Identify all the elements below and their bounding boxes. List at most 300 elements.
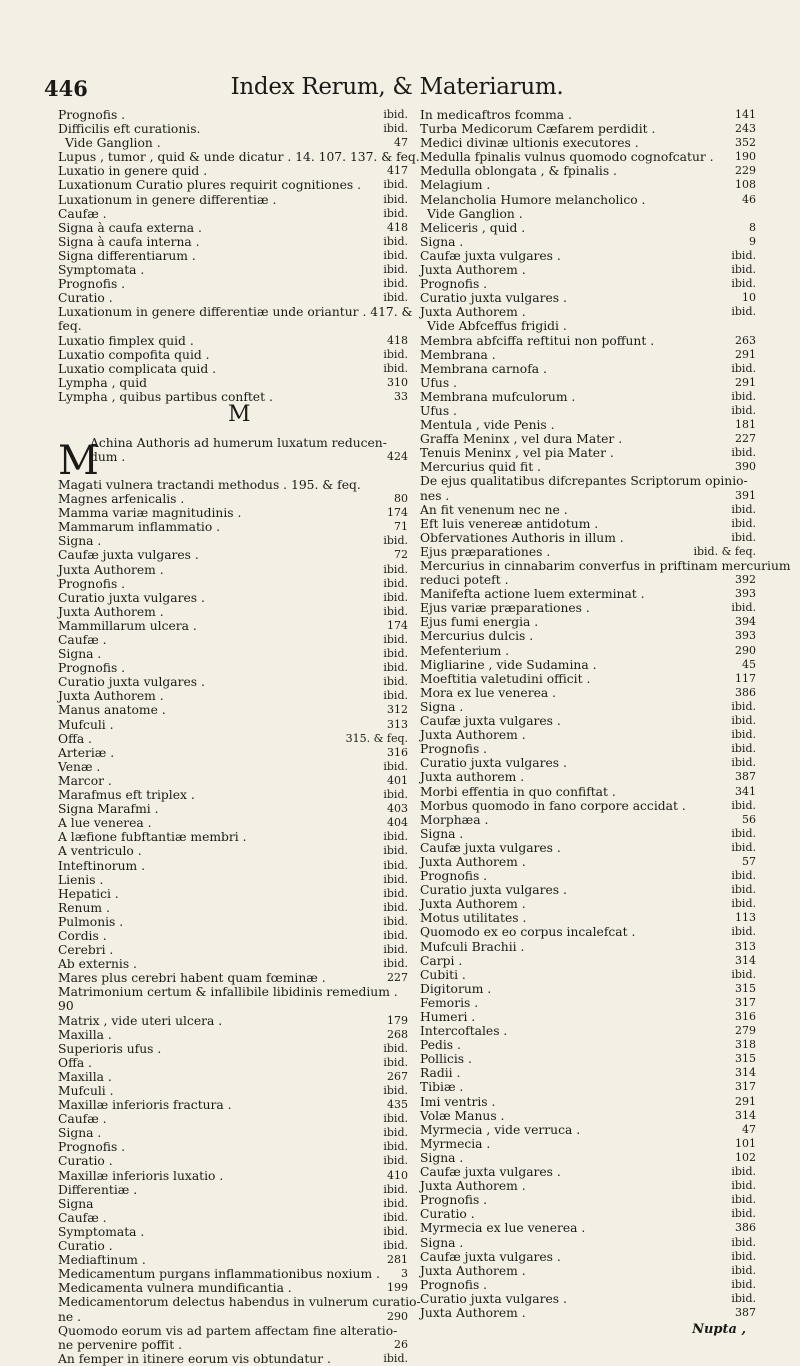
entry-text: Mufculi Brachii . [420, 939, 525, 954]
entry-text: Caufæ juxta vulgares . [420, 1165, 561, 1180]
index-entry [420, 502, 756, 517]
page-reference: 199 [387, 1281, 408, 1295]
index-entry [420, 1010, 756, 1024]
index-entry [420, 897, 756, 912]
entry-text: ne . [58, 1309, 82, 1324]
entry-text: Luxationum in genere differentiæ . [58, 192, 277, 207]
page-reference: ibid. [383, 1084, 408, 1097]
index-entry [58, 774, 408, 788]
index-entry [58, 506, 408, 520]
index-entry [58, 1098, 408, 1112]
entry-text: Femoris . [420, 995, 479, 1010]
entry-text: Prognofis . [420, 869, 488, 884]
page-reference: ibid. [383, 858, 408, 872]
entry-text: Medici divinæ ultionis executores . [420, 136, 639, 151]
entry-text: ne pervenire poffit . [58, 1337, 182, 1352]
page-reference: 393 [735, 629, 756, 643]
drop-cap: M [58, 437, 99, 484]
page-reference: 141 [735, 108, 756, 121]
entry-text: Prognofis . [420, 1277, 488, 1292]
page-number: 446 [44, 76, 88, 101]
entry-text: reduci poteft . [420, 573, 509, 588]
page-reference: ibid. [383, 291, 408, 305]
entry-text: Luxationum Curatio plures requirit cognitiones . [58, 178, 362, 193]
entry-text: Curatio juxta vulgares . [420, 883, 567, 898]
entry-text: Maxillæ inferioris fractura . [58, 1098, 232, 1113]
entry-text: Prognofis . [58, 277, 126, 292]
index-entry [58, 873, 408, 887]
page-reference: 227 [735, 432, 756, 446]
entry-text: Pulmonis . [58, 914, 124, 929]
index-entry [58, 1154, 408, 1168]
entry-text: Myrmecia , vide verruca . [420, 1122, 581, 1137]
index-entry [420, 671, 756, 686]
page-reference: ibid. [383, 263, 408, 277]
entry-text: Eft luis venereæ antidotum . [420, 516, 599, 531]
entry-text: Luxatio in genere quid . [58, 164, 208, 179]
entry-text: Curatio . [420, 1207, 475, 1222]
index-entry [420, 573, 756, 588]
index-entry [58, 788, 408, 802]
entry-text: Symptomata . [58, 263, 145, 278]
page-reference: ibid. [383, 914, 408, 928]
page-reference: 401 [387, 773, 408, 787]
entry-text: Medulla oblongata , & fpinalis . [420, 164, 617, 179]
index-entry [58, 435, 408, 484]
entry-text: Prognofis . [420, 277, 488, 292]
entry-text: Juxta Authorem . [420, 1263, 526, 1278]
entry-text: Manus anatome . [58, 703, 166, 718]
index-entry [420, 685, 756, 700]
entry-text: Signa . [420, 1150, 464, 1165]
index-entry [58, 193, 408, 207]
page-reference: ibid. [383, 192, 408, 206]
index-entry [58, 1338, 408, 1352]
entry-text: Caufæ juxta vulgares . [420, 248, 561, 263]
index-entry [420, 1122, 756, 1137]
index-entry [420, 178, 756, 193]
entry-text: A læfione fubftantiæ membri . [58, 830, 247, 845]
index-entry [420, 474, 752, 488]
index-entry [58, 689, 408, 703]
index-entry [58, 249, 408, 263]
entry-text: Juxta Authorem . [420, 263, 526, 278]
index-entry [58, 291, 408, 305]
entry-text: Radii . [420, 1066, 461, 1081]
page-reference: ibid. [731, 601, 756, 615]
entry-text: Matrimonium certum & infallibile libidinis remedium . [58, 985, 398, 1000]
page-reference: ibid. [383, 1140, 408, 1154]
page-reference: ibid. [731, 1249, 756, 1263]
page-reference: ibid. [731, 1193, 756, 1207]
entry-text: Signa . [58, 1126, 102, 1141]
page-reference: 101 [735, 1136, 756, 1150]
page-reference: 290 [735, 643, 756, 657]
page-reference: ibid. [731, 798, 756, 812]
page-reference: 418 [387, 333, 408, 347]
page-reference: ibid. [731, 530, 756, 544]
entry-text: Membrana mufculorum . [420, 389, 576, 404]
index-entry [420, 319, 752, 333]
index-entry [58, 305, 413, 320]
index-entry [420, 347, 756, 362]
page-reference: ibid. [383, 844, 408, 858]
entry-text: Magati vulnera tractandi methodus . 195. & feq. [58, 477, 361, 492]
entry-text: Maxillæ inferioris luxatio . [58, 1168, 224, 1183]
entry-text: A lue venerea . [58, 816, 152, 831]
entry-text: Curatio . [58, 1154, 113, 1169]
entry-text: Tenuis Meninx , vel pia Mater . [420, 446, 614, 461]
entry-text: Mercurius in cinnabarim converfus in priftinam mercurium [420, 559, 791, 573]
index-entry [420, 981, 756, 996]
index-entry [420, 516, 756, 531]
entry-text: Ejus præparationes . [420, 544, 551, 559]
entry-text: Curatio juxta vulgares . [420, 756, 567, 771]
entry-text: Renum . [58, 900, 110, 915]
index-entry [420, 939, 756, 954]
index-entry [58, 164, 408, 178]
index-entry [420, 953, 756, 968]
entry-text: Caufæ juxta vulgares . [58, 548, 199, 563]
entry-text: Caufæ juxta vulgares . [420, 1249, 561, 1264]
index-entry [420, 1066, 756, 1081]
page-reference: 102 [735, 1150, 756, 1164]
entry-text: Caufæ . [58, 206, 107, 221]
entry-text: Juxta Authorem . [420, 728, 526, 743]
entry-text: Matrix , vide uteri ulcera . [58, 1013, 223, 1028]
entry-text: Vide Ganglion . [65, 136, 161, 151]
page-reference: 386 [735, 1221, 756, 1235]
page-reference: ibid. [383, 1224, 408, 1238]
index-entry [420, 742, 756, 757]
index-entry [58, 277, 408, 291]
index-entry [420, 601, 756, 616]
entry-text: Caufæ juxta vulgares . [420, 840, 561, 855]
page-reference: 352 [735, 136, 756, 150]
index-entry [420, 263, 756, 278]
index-entry [420, 1179, 756, 1194]
page-reference: ibid. [383, 534, 408, 548]
page-reference: ibid. [383, 759, 408, 773]
entry-text: Magnes arfenicalis . [58, 492, 185, 507]
index-entry [58, 915, 408, 929]
entry-text: Differentiæ . [58, 1182, 138, 1197]
index-entry [58, 943, 408, 957]
entry-text: Offa . [58, 731, 92, 746]
entry-text: Ejus fumi energia . [420, 615, 539, 630]
page-reference: ibid. [731, 1291, 756, 1305]
page-reference: ibid. [383, 277, 408, 291]
index-entry [58, 548, 408, 562]
entry-text: Motus utilitates . [420, 911, 527, 926]
entry-text: Cordis . [58, 928, 107, 943]
index-entry [420, 122, 756, 137]
index-entry [420, 770, 756, 785]
page-reference: ibid. [383, 900, 408, 914]
index-entry [58, 1253, 408, 1267]
entry-text: Juxta Authorem . [420, 854, 526, 869]
page-header [44, 74, 750, 106]
page-reference: ibid. [383, 248, 408, 262]
entry-text: Lienis . [58, 872, 104, 887]
index-entry [58, 1295, 421, 1310]
page-reference: 9 [749, 234, 756, 248]
page-reference: 314 [735, 1108, 756, 1122]
index-entry [420, 559, 791, 573]
index-entry [420, 375, 756, 390]
page-reference: ibid. [731, 840, 756, 854]
page-reference: ibid. [383, 943, 408, 957]
page-reference: ibid. [731, 925, 756, 939]
entry-text: Morbi effentia in quo confiftat . [420, 784, 616, 799]
entry-text: Moeftitia valetudini officit . [420, 671, 591, 686]
index-entry [58, 971, 408, 985]
entry-text: Caufæ . [58, 633, 107, 647]
index-entry [58, 647, 408, 661]
page-reference: ibid. [731, 1179, 756, 1193]
index-entry [420, 418, 756, 433]
page-reference: ibid. [383, 633, 408, 646]
page-reference: ibid. [731, 446, 756, 460]
index-entry [420, 207, 752, 221]
page-reference: 80 [394, 492, 408, 506]
entry-text: Mora ex lue venerea . [420, 685, 556, 700]
index-entry [420, 1024, 756, 1039]
entry-text: Cubiti . [420, 967, 466, 982]
entry-text: Inteftinorum . [58, 858, 146, 873]
index-entry [420, 544, 756, 559]
page-reference: 316 [387, 745, 408, 759]
page-reference: 290 [387, 1309, 408, 1323]
entry-text: Signa . [420, 826, 464, 841]
page-reference: 72 [394, 548, 408, 562]
page-reference: ibid. [383, 178, 408, 192]
index-entry [58, 830, 408, 844]
entry-text: An femper in itinere eorum vis obtundatur . [58, 1351, 331, 1366]
entry-text: Intercoftales . [420, 1024, 508, 1039]
page-reference: ibid. [383, 234, 408, 248]
index-entry [420, 784, 756, 799]
entry-text: Lympha , quibus partibus conftet . [58, 389, 273, 404]
entry-text: Prognofis . [420, 742, 488, 757]
entry-text: Maxilla . [58, 1069, 112, 1084]
entry-text: Imi ventris . [420, 1094, 496, 1109]
page-reference: ibid. [731, 1207, 756, 1221]
page-reference: 71 [394, 520, 408, 534]
page-reference: ibid. [383, 872, 408, 886]
page-reference: ibid. [383, 122, 408, 136]
page-reference: ibid. [383, 562, 408, 576]
index-entry [58, 746, 408, 760]
entry-text: Signa à caufa externa . [58, 220, 202, 235]
page-reference: ibid. [731, 248, 756, 262]
page-reference: 403 [387, 802, 408, 816]
index-entry [420, 1207, 756, 1222]
page-reference: 45 [742, 657, 756, 671]
letter-heading-text: M [228, 401, 251, 427]
page-reference: 3 [401, 1267, 408, 1281]
page-reference: ibid. [731, 897, 756, 911]
page-reference: ibid. [731, 1263, 756, 1277]
page-reference: ibid. [383, 1182, 408, 1196]
page-reference: ibid. [731, 699, 756, 713]
entry-text: Venæ . [58, 759, 101, 774]
page-reference: ibid. [731, 502, 756, 516]
page-reference: ibid. [383, 788, 408, 802]
index-entry [58, 887, 408, 901]
index-entry [58, 207, 408, 221]
page-reference: 386 [735, 685, 756, 699]
index-entry [420, 925, 756, 940]
entry-text: Carpi . [420, 953, 463, 968]
index-entry [58, 619, 408, 633]
index-entry [58, 1014, 408, 1028]
page-reference: 179 [387, 1013, 408, 1027]
page-reference: ibid. [383, 1154, 408, 1168]
index-entry [420, 587, 756, 602]
entry-text: Medicamentum purgans inflammationibus noxium . [58, 1267, 380, 1282]
index-entry [420, 1305, 756, 1320]
catchword: Nupta , [692, 1322, 746, 1337]
page-reference: ibid. [731, 277, 756, 291]
page-reference: 392 [735, 573, 756, 587]
index-entry [420, 234, 756, 249]
page-reference: ibid. [731, 305, 756, 319]
index-entry [58, 108, 408, 122]
entry-text: Mercurius quid fit . [420, 460, 541, 475]
page-reference: 314 [735, 953, 756, 967]
page-reference: ibid. [731, 883, 756, 897]
index-entry [420, 798, 756, 813]
entry-text: Membrana carnofa . [420, 361, 547, 376]
entry-text: Medulla fpinalis vulnus quomodo cognofcatur . [420, 150, 714, 165]
index-entry [420, 756, 756, 771]
index-entry [58, 661, 408, 675]
entry-text: Lympha , quid [58, 375, 148, 390]
index-entry [58, 1042, 408, 1056]
entry-text: Ufus . [420, 403, 457, 418]
index-entry [58, 703, 408, 717]
index-entry [58, 1225, 408, 1239]
page-reference: 281 [387, 1253, 408, 1267]
entry-text: Difficilis eft curationis. [58, 122, 201, 137]
page-reference: 117 [735, 671, 756, 685]
entry-text: Lupus , tumor , quid & unde dicatur . 14. 107. 137. & feq. [58, 150, 420, 165]
entry-text: Juxta Authorem . [420, 897, 526, 912]
page-reference: ibid. [731, 1235, 756, 1249]
entry-text: Medicamenta vulnera mundificantia . [58, 1281, 292, 1296]
entry-text: Juxta authorem . [420, 770, 525, 785]
entry-text: Mammillarum ulcera . [58, 618, 197, 633]
page-reference: 46 [742, 192, 756, 206]
entry-text: Humeri . [420, 1010, 476, 1024]
index-entry [58, 718, 408, 732]
entry-text: Mares plus cerebri habent quam fœminæ . [58, 971, 326, 986]
right-index-column [420, 108, 791, 1320]
entry-text: Digitorum . [420, 981, 492, 996]
index-entry [420, 108, 756, 122]
index-entry [58, 263, 408, 277]
index-entry [58, 1197, 408, 1211]
index-entry [58, 1281, 408, 1295]
page-reference: 227 [387, 971, 408, 985]
index-entry [58, 1352, 408, 1366]
entry-text: Mercurius dulcis . [420, 629, 534, 644]
index-entry [58, 362, 408, 376]
index-entry [58, 1070, 408, 1084]
index-entry [420, 629, 756, 644]
entry-text: Marcor . [58, 773, 112, 788]
page-reference: 229 [735, 164, 756, 178]
entry-text: Hepatici . [58, 886, 119, 901]
entry-text: Membra abfciffa reftitui non poffunt . [420, 333, 655, 348]
entry-text-continued: dum . [90, 449, 126, 464]
page-reference: ibid. & feq. [693, 544, 756, 558]
page-reference: 390 [735, 460, 756, 474]
entry-text: Turba Medicorum Cæfarem perdidit . [420, 122, 656, 137]
index-entry [420, 995, 756, 1010]
entry-text: Ufus . [420, 375, 457, 390]
entry-text: Luxatio complicata quid . [58, 361, 217, 376]
entry-text: In medicaftros fcomma . [420, 108, 572, 122]
entry-text: Luxationum in genere differentiæ unde oriantur . 417. & [58, 305, 413, 320]
index-entry [420, 446, 756, 461]
page-reference: ibid. [731, 516, 756, 530]
index-entry [58, 1169, 408, 1183]
page-reference: 312 [387, 703, 408, 717]
index-entry [420, 1235, 756, 1250]
page-reference: ibid. [731, 826, 756, 840]
page-reference: 291 [735, 1094, 756, 1108]
index-entry [420, 812, 756, 827]
page-reference: ibid. [383, 590, 408, 604]
page-reference: ibid. [383, 1055, 408, 1069]
page-reference: ibid. [383, 928, 408, 942]
entry-text: Myrmecia . [420, 1136, 491, 1151]
index-entry [420, 432, 756, 447]
entry-text: Juxta Authorem . [420, 1179, 526, 1194]
page-reference: ibid. [383, 647, 408, 661]
page-reference: 33 [394, 389, 408, 403]
page-reference: 181 [735, 418, 756, 432]
page-reference: 417 [387, 164, 408, 178]
index-entry [58, 999, 408, 1013]
index-entry [58, 844, 408, 858]
page-reference: 315 [735, 1052, 756, 1066]
index-entry [420, 403, 756, 418]
index-entry [420, 1150, 756, 1165]
entry-text: Symptomata . [58, 1224, 145, 1239]
entry-text: Ab externis . [58, 957, 137, 972]
entry-text: Signa . [58, 534, 102, 549]
index-entry [58, 1239, 408, 1253]
entry-text: Mufculi . [58, 717, 114, 732]
entry-text: Juxta Authorem . [58, 562, 164, 577]
entry-text: Mentula , vide Penis . [420, 418, 555, 433]
index-entry [420, 699, 756, 714]
index-entry [420, 333, 756, 348]
page-reference: 317 [735, 1080, 756, 1094]
entry-text: Signa [58, 1196, 94, 1211]
index-entry [58, 1267, 408, 1281]
page-reference: 10 [742, 291, 756, 305]
page-reference: 391 [735, 488, 756, 502]
entry-text: Juxta Authorem . [420, 305, 526, 320]
entry-text: Signa . [58, 647, 102, 662]
index-entry [58, 929, 408, 943]
entry-text: Curatio . [58, 1239, 113, 1254]
page-reference: 268 [387, 1027, 408, 1041]
